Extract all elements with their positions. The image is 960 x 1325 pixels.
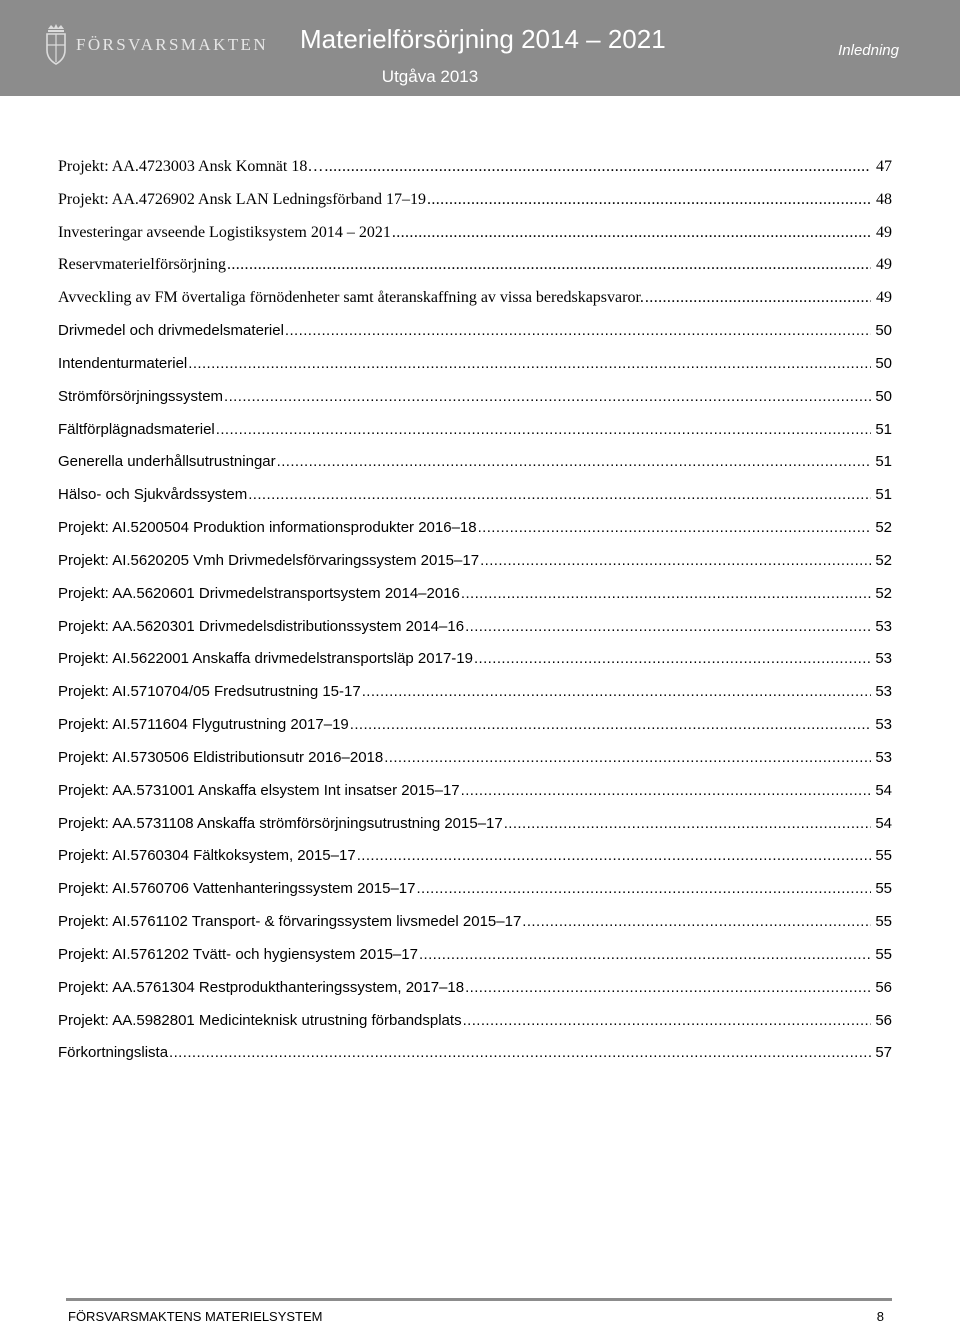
toc-leader-dots [504, 815, 871, 832]
toc-leader-dots [465, 618, 871, 635]
toc-leader-dots [248, 486, 871, 503]
toc-leader-dots [324, 158, 871, 176]
toc-entry[interactable] [58, 1012, 892, 1045]
toc-entry-page: 50 [875, 387, 892, 405]
page-number: 8 [876, 1309, 884, 1324]
toc-leader-dots [478, 519, 871, 536]
toc-entry-label: Projekt: AI.5730506 Eldistributionsutr 2016–2018 [58, 748, 384, 766]
toc-leader-dots [224, 388, 871, 405]
toc-entry-label: Drivmedel och drivmedelsmateriel [58, 322, 284, 340]
toc-entry-label: Investeringar avseende Logistiksystem 2014 – 2021 [58, 223, 391, 241]
toc-leader-dots [427, 191, 871, 209]
toc-entry-label: Hälso- och Sjukvårdssystem [58, 486, 248, 504]
toc-entry[interactable] [58, 749, 892, 782]
toc-leader-dots [465, 979, 871, 996]
toc-entry-label: Projekt: AA.5731108 Anskaffa strömförsörjningsutrustning 2015–17 [58, 814, 503, 832]
toc-entry[interactable] [58, 683, 892, 716]
toc-entry-label: Projekt: AI.5760706 Vattenhanteringssystem 2015–17 [58, 880, 416, 898]
toc-entry-page: 51 [875, 453, 892, 471]
toc-entry-page: 47 [876, 158, 892, 175]
toc-entry[interactable] [58, 815, 892, 848]
toc-entry-label: Reservmaterielförsörjning [58, 256, 226, 274]
page-header [0, 0, 960, 96]
toc-entry-page: 48 [876, 190, 892, 208]
toc-entry-label: Projekt: AI.5760304 Fältkoksystem, 2015–17 [58, 847, 356, 865]
toc-entry[interactable] [58, 650, 892, 683]
toc-entry-label: Projekt: AI.5622001 Anskaffa drivmedelstransportsläp 2017-19 [58, 650, 473, 668]
toc-entry[interactable] [58, 191, 892, 224]
toc-entry-label: Projekt: AI.5761202 Tvätt- och hygiensystem 2015–17 [58, 945, 418, 963]
toc-entry-page: 57 [875, 1044, 892, 1062]
toc-leader-dots [463, 1012, 871, 1029]
toc-entry-label: Avveckling av FM övertaliga förnödenheter samt återanskaffning av vissa beredskapsvaror. [58, 289, 644, 307]
forsvarsmakten-logo [44, 22, 268, 68]
toc-entry-page: 55 [875, 913, 892, 931]
toc-leader-dots [216, 421, 871, 438]
toc-leader-dots [461, 585, 871, 602]
toc-entry-label: Generella underhållsutrustningar [58, 453, 276, 471]
toc-entry[interactable] [58, 946, 892, 979]
toc-entry-label: Projekt: AA.4723003 Ansk Komnät 18… [58, 158, 324, 175]
toc-entry[interactable] [58, 224, 892, 257]
toc-entry-label: Projekt: AI.5710704/05 Fredsutrustning 15-17 [58, 683, 361, 701]
toc-leader-dots [362, 683, 871, 700]
toc-entry-page: 56 [875, 978, 892, 996]
toc-entry[interactable] [58, 158, 892, 191]
toc-entry-page: 54 [875, 814, 892, 832]
table-of-contents [58, 158, 892, 1077]
toc-entry-label: Intendenturmateriel [58, 354, 188, 372]
toc-entry[interactable] [58, 355, 892, 388]
footer-title: FÖRSVARSMAKTENS MATERIELSYSTEM [68, 1309, 323, 1324]
toc-entry[interactable] [58, 256, 892, 289]
toc-entry[interactable] [58, 388, 892, 421]
toc-entry-page: 54 [875, 781, 892, 799]
toc-entry-label: Projekt: AI.5761102 Transport- & förvaringssystem livsmedel 2015–17 [58, 913, 522, 931]
toc-entry-page: 52 [875, 551, 892, 569]
toc-entry-page: 49 [876, 256, 892, 274]
toc-entry-page: 55 [875, 847, 892, 865]
toc-entry-label: Projekt: AA.5620601 Drivmedelstransportsystem 2014–2016 [58, 584, 460, 602]
toc-entry-page: 49 [876, 289, 892, 307]
toc-entry-label: Strömförsörjningssystem [58, 387, 224, 405]
toc-entry-label: Projekt: AA.5761304 Restprodukthanteringssystem, 2017–18 [58, 978, 465, 996]
toc-entry[interactable] [58, 322, 892, 355]
toc-entry[interactable] [58, 618, 892, 651]
toc-entry-page: 51 [875, 420, 892, 438]
toc-leader-dots [419, 946, 871, 963]
toc-entry-page: 53 [875, 716, 892, 734]
toc-entry-page: 55 [875, 945, 892, 963]
toc-entry-page: 53 [875, 748, 892, 766]
toc-entry-page: 50 [875, 322, 892, 340]
toc-leader-dots [285, 322, 871, 339]
toc-leader-dots [522, 913, 871, 930]
toc-entry[interactable] [58, 880, 892, 913]
toc-entry-label: Projekt: AI.5711604 Flygutrustning 2017–19 [58, 716, 349, 734]
toc-entry[interactable] [58, 519, 892, 552]
toc-entry-page: 56 [875, 1011, 892, 1029]
toc-leader-dots [416, 880, 871, 897]
toc-leader-dots [645, 289, 871, 307]
toc-entry-page: 51 [875, 486, 892, 504]
toc-leader-dots [277, 453, 871, 470]
toc-entry[interactable] [58, 782, 892, 815]
toc-entry-label: Projekt: AA.4726902 Ansk LAN Ledningsförband 17–19 [58, 190, 426, 208]
toc-leader-dots [480, 552, 871, 569]
document-edition: Utgåva 2013 [381, 67, 479, 86]
toc-entry-page: 55 [875, 880, 892, 898]
logo-text: FÖRSVARSMAKTEN [76, 35, 268, 54]
toc-entry-page: 53 [875, 683, 892, 701]
toc-entry[interactable] [58, 289, 892, 322]
toc-leader-dots [392, 224, 871, 242]
toc-entry[interactable] [58, 716, 892, 749]
toc-entry-label: Förkortningslista [58, 1044, 169, 1062]
toc-leader-dots [188, 355, 871, 372]
toc-leader-dots [384, 749, 871, 766]
toc-leader-dots [461, 782, 871, 799]
toc-leader-dots [474, 650, 871, 667]
toc-entry[interactable] [58, 1044, 892, 1077]
toc-entry[interactable] [58, 913, 892, 946]
toc-entry[interactable] [58, 421, 892, 454]
toc-entry[interactable] [58, 486, 892, 519]
toc-entry-label: Projekt: AA.5731001 Anskaffa elsystem Int insatser 2015–17 [58, 781, 460, 799]
toc-entry-label: Projekt: AI.5620205 Vmh Drivmedelsförvaringssystem 2015–17 [58, 551, 480, 569]
toc-leader-dots [227, 256, 871, 274]
toc-entry[interactable] [58, 453, 892, 486]
toc-entry-label: Fältförplägnadsmateriel [58, 420, 215, 438]
toc-entry-page: 53 [875, 617, 892, 635]
toc-entry-page: 52 [875, 519, 892, 537]
toc-entry-page: 50 [875, 354, 892, 372]
toc-entry-page: 52 [875, 584, 892, 602]
toc-entry-page: 53 [875, 650, 892, 668]
toc-entry-label: Projekt: AA.5982801 Medicinteknisk utrustning förbandsplats [58, 1011, 462, 1029]
toc-entry-label: Projekt: AI.5200504 Produktion informationsprodukter 2016–18 [58, 519, 477, 537]
toc-entry[interactable] [58, 847, 892, 880]
toc-entry-page: 49 [876, 223, 892, 241]
toc-entry[interactable] [58, 552, 892, 585]
footer-divider [66, 1298, 892, 1301]
toc-entry[interactable] [58, 979, 892, 1012]
toc-entry-label: Projekt: AA.5620301 Drivmedelsdistributionssystem 2014–16 [58, 617, 465, 635]
toc-leader-dots [357, 847, 871, 864]
toc-leader-dots [169, 1044, 871, 1061]
toc-entry[interactable] [58, 585, 892, 618]
crown-crest-icon [44, 23, 68, 67]
section-label: Inledning [838, 42, 899, 59]
document-title: Materielförsörjning 2014 – 2021 [300, 24, 666, 54]
toc-leader-dots [350, 716, 871, 733]
